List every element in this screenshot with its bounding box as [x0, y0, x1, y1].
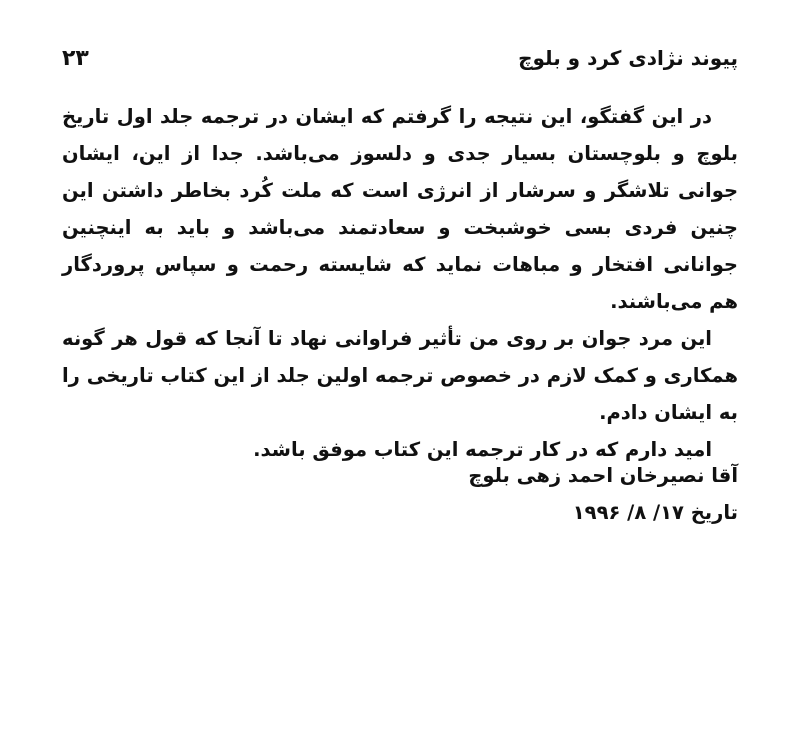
body-text	[62, 98, 738, 468]
page-number: ۲۳	[62, 45, 89, 71]
signature-name: آقا نصیرخان احمد زهی بلوچ	[468, 464, 738, 487]
signature-date: تاریخ ۱۷/ ۸/ ۱۹۹۶	[572, 501, 738, 524]
paragraph-3: امید دارم که در کار ترجمه این کتاب موفق باشد.	[253, 438, 712, 461]
paragraph-1: در این گفتگو، این نتیجه را گرفتم که ایشان در ترجمه جلد اول تاریخ بلوچ و بلوچستان بسیار جدی و دلسوز می‌باشد. جدا از این، ایشان جوانی تلاشگر و سرشار از انرژی است که ملت کُرد بخاطر داشتن این چنین فردی بسی خوشبخت و سعادتمند می‌باشد و باید به اینچنین جوانانی افتخار و مباهات نماید که شایسته رحمت و سپاس پروردگار هم می‌باشند.	[62, 105, 738, 313]
running-title: پیوند نژادی کرد و بلوچ	[518, 46, 738, 70]
signature-block	[318, 457, 738, 531]
page-header	[62, 38, 738, 78]
paragraph-2: این مرد جوان بر روی من تأثیر فراوانی نهاد تا آنجا که قول هر گونه همکاری و کمک لازم در خصوص ترجمه اولین جلد از این کتاب تاریخی را به ایشان دادم.	[62, 327, 738, 424]
